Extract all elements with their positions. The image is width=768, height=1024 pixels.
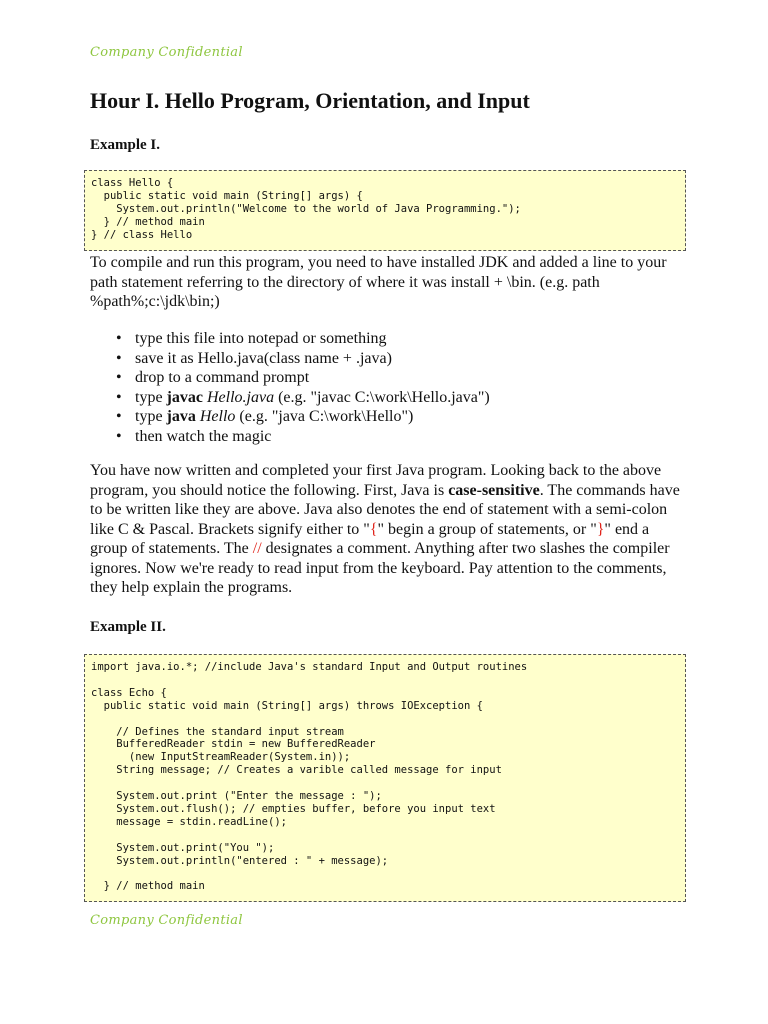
list-item [90,407,680,427]
list-item [90,329,680,349]
step-text: drop to a command prompt [135,369,310,386]
compile-instructions-paragraph: To compile and run this program, you need to have installed JDK and added a line to your path statement referring to the directory of where it was install + \bin. (e.g. path %path%;c:\jdk\bin;) [90,254,667,310]
case-sensitive-term: case-sensitive [448,481,540,499]
step-text: type [135,388,167,406]
list-item [90,388,680,408]
command-java: java [166,408,196,425]
open-brace: { [369,520,378,538]
file-name: Hello.java [206,388,275,406]
paragraph-text: You have now written and completed your first Java program. Looking back to the above program, you should notice the following. First, Java is [90,462,662,499]
confidential-footer: Company Confidential [90,913,243,928]
paragraph-text: " end a group of statements. The [90,520,650,557]
close-brace: } [596,520,605,538]
paragraph-text: . The commands have to be written like they are above. Java also denotes the end of statement with a semi-colon like C & Pascal. Brackets signify either to " [90,481,680,538]
class-name: Hello [199,408,236,425]
step-text: type [135,408,167,425]
step-text: then watch the magic [135,427,272,445]
steps-list [90,329,680,446]
command-javac: javac [166,388,203,406]
paragraph-text: " begin a group of statements, or " [377,520,597,538]
comment-slashes: // [252,540,262,557]
example-1-code: class Hello { public static void main (String[] args) { System.out.println("Welcome to the world of Java Programming."); } // method main } // class Hello [84,170,686,251]
explanation-paragraph [90,461,680,598]
paragraph-text: designates a comment. Anything after two slashes the compiler ignores. Now we're ready to read input from the keyboard. Pay attention to the comments, they help explain the programs. [90,540,670,596]
step-text: (e.g. "javac C:\work\Hello.java") [274,388,490,406]
confidential-header: Company Confidential [90,45,243,60]
page-title: Hour I. Hello Program, Orientation, and Input [90,88,530,113]
step-text: save it as Hello.java(class name + .java) [135,349,392,367]
list-item [90,427,680,447]
step-text: type this file into notepad or something [135,330,387,347]
list-item [90,368,680,388]
example-2-heading: Example II. [90,619,166,635]
example-2-code: import java.io.*; //include Java's standard Input and Output routines class Echo { public static void main (String[] args) throws IOException { // Defines the standard input stream BufferedReader stdin = new BufferedReader (new InputStreamReader(System.in)); String message; // Creates a varible called message for input System.out.print ("Enter the message : "); System.out.flush(); // empties buffer, before you input text message = stdin.readLine(); System.out.print("You "); System.out.println("entered : " + message); } // method main [84,654,686,902]
step-text: (e.g. "java C:\work\Hello") [235,408,414,425]
list-item [90,349,680,369]
example-1-heading: Example I. [90,137,161,153]
